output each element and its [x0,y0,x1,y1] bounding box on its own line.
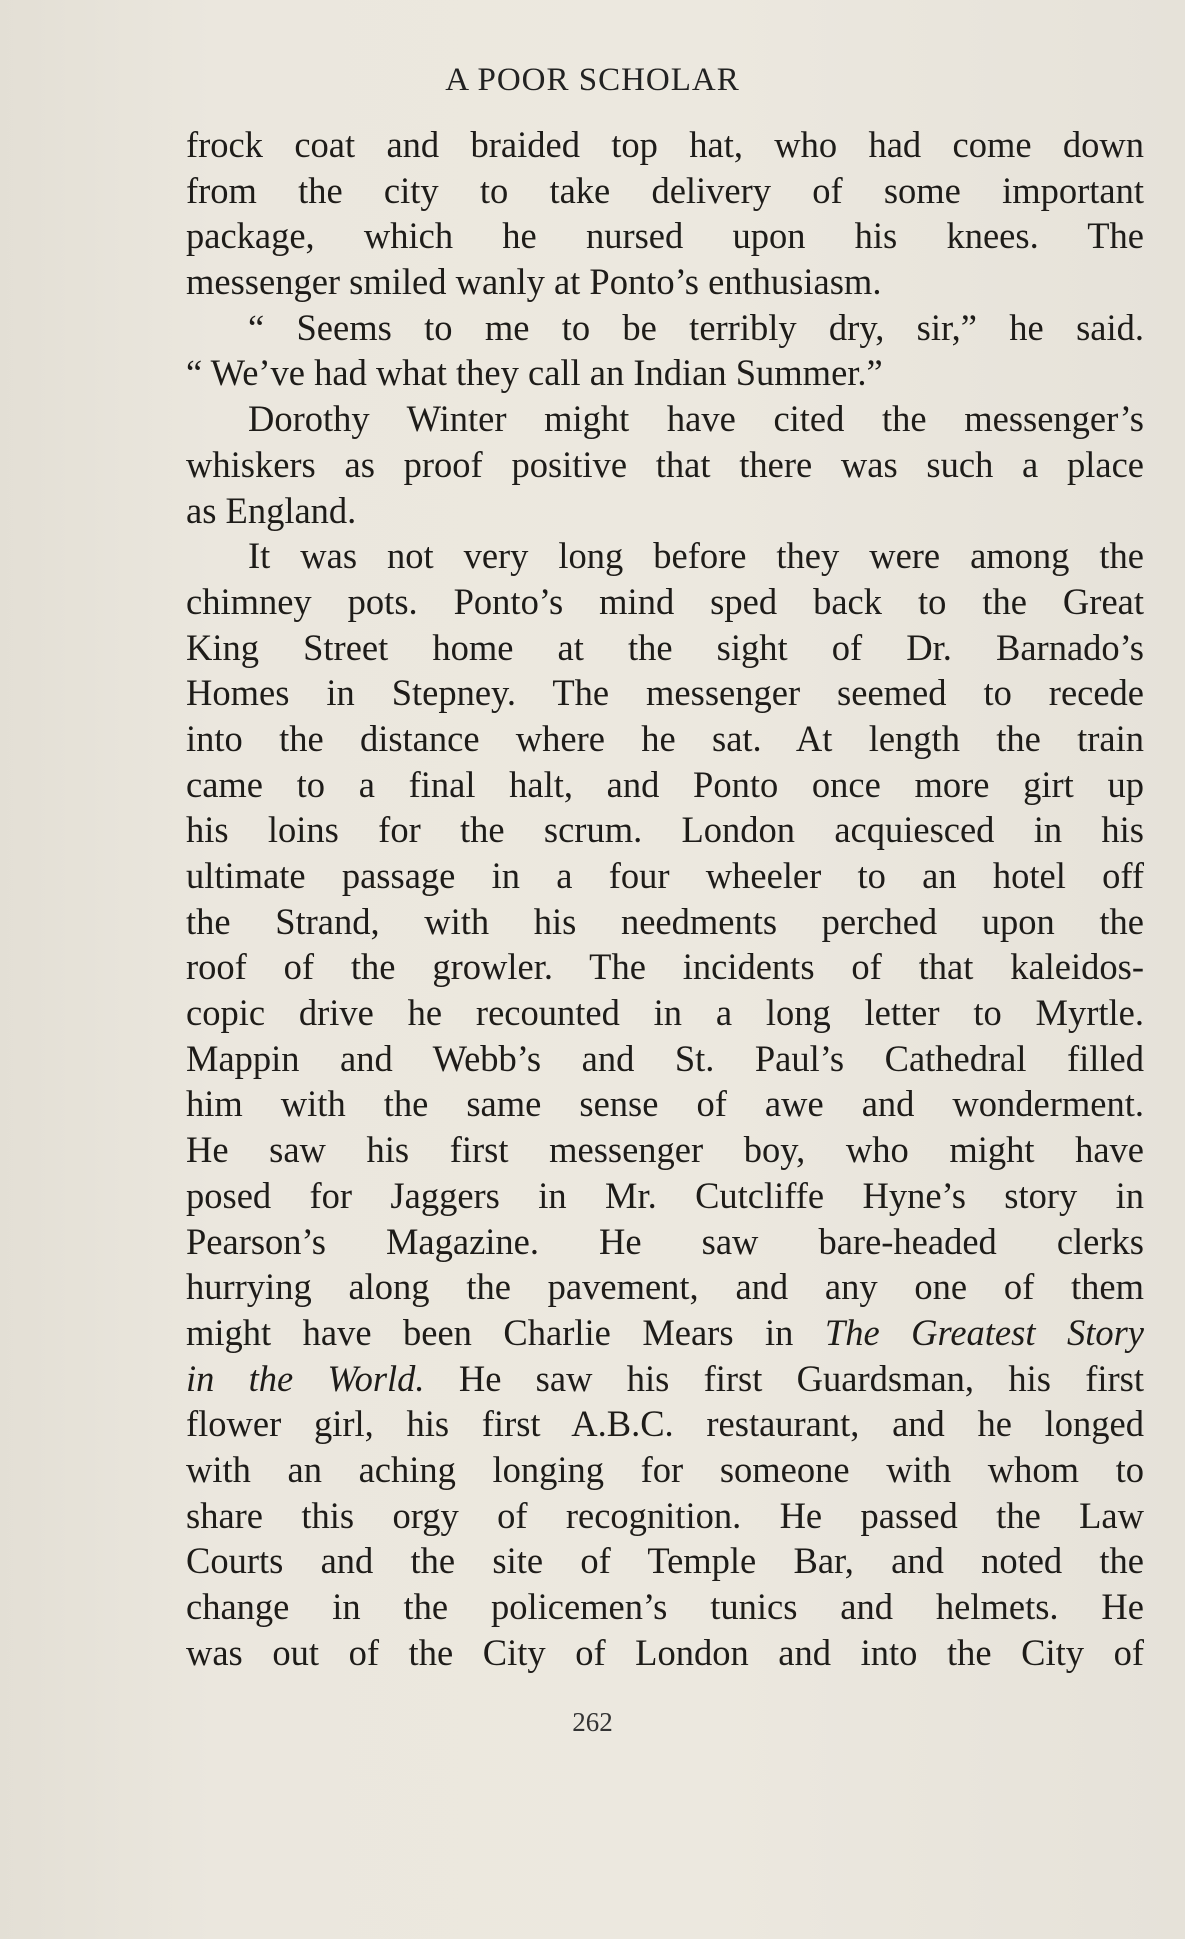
text-line: Mappin and Webb’s and St. Paul’s Cathedral filled [186,1037,1144,1079]
text-line: He saw his first messenger boy, who might have [186,1129,1144,1171]
body-text [186,122,1144,1675]
text-line: into the distance where he sat. At length the train [186,717,1144,759]
italic-title: The Greatest Story [824,1311,1144,1353]
italic-title: in the World. [186,1357,425,1399]
text-line: Courts and the site of Temple Bar, and noted the [186,1540,1144,1582]
text-line: copic drive he recounted in a long letter to Myrtle. [186,992,1144,1034]
text-line: “ Seems to me to be terribly dry, sir,” he said. [248,306,1144,348]
page-number: 262 [572,1707,613,1737]
text-line: “ We’ve had what they call an Indian Summer.” [186,352,883,394]
text-line: messenger smiled wanly at Ponto’s enthusiasm. [186,261,882,303]
text-line: as England. [186,489,357,531]
text-line: It was not very long before they were among the [248,535,1144,577]
text-line: whiskers as proof positive that there was such a place [186,443,1144,485]
text-line: Homes in Stepney. The messenger seemed to recede [186,672,1144,714]
text-line: roof of the growler. The incidents of that kaleidos- [186,946,1144,988]
text-fragment: He saw his first Guardsman, his first [424,1357,1144,1399]
text-line: frock coat and braided top hat, who had come down [186,124,1144,165]
text-line-with-italic-title [186,1310,1144,1356]
running-head: A POOR SCHOLAR [445,62,740,98]
text-fragment: might have been Charlie Mears in [186,1311,825,1353]
text-line: came to a final halt, and Ponto once more girt up [186,763,1144,805]
text-line: flower girl, his first A.B.C. restaurant, and he longed [186,1403,1144,1445]
text-line: change in the policemen’s tunics and helmets. He [186,1586,1144,1627]
text-line: posed for Jaggers in Mr. Cutcliffe Hyne’s story in [186,1174,1144,1216]
text-line: King Street home at the sight of Dr. Barnado’s [186,626,1144,668]
text-line: hurrying along the pavement, and any one of them [186,1266,1144,1308]
text-line: was out of the City of London and into the City of [186,1631,1144,1673]
text-line: ultimate passage in a four wheeler to an hotel off [186,855,1144,896]
text-line: share this orgy of recognition. He passed the Law [186,1494,1144,1536]
text-line: Dorothy Winter might have cited the messenger’s [248,398,1144,440]
text-line: package, which he nursed upon his knees. The [186,215,1144,257]
text-line: the Strand, with his needments perched upon the [186,900,1144,942]
text-line: chimney pots. Ponto’s mind sped back to the Great [186,580,1144,622]
text-line: his loins for the scrum. London acquiesced in his [186,809,1144,851]
text-line: him with the same sense of awe and wonderment. [186,1083,1144,1125]
text-line: Pearson’s Magazine. He saw bare-headed clerks [186,1220,1144,1262]
text-line-with-italic-title [186,1356,1144,1402]
text-line: with an aching longing for someone with whom to [186,1448,1144,1490]
text-line: from the city to take delivery of some important [186,169,1144,211]
